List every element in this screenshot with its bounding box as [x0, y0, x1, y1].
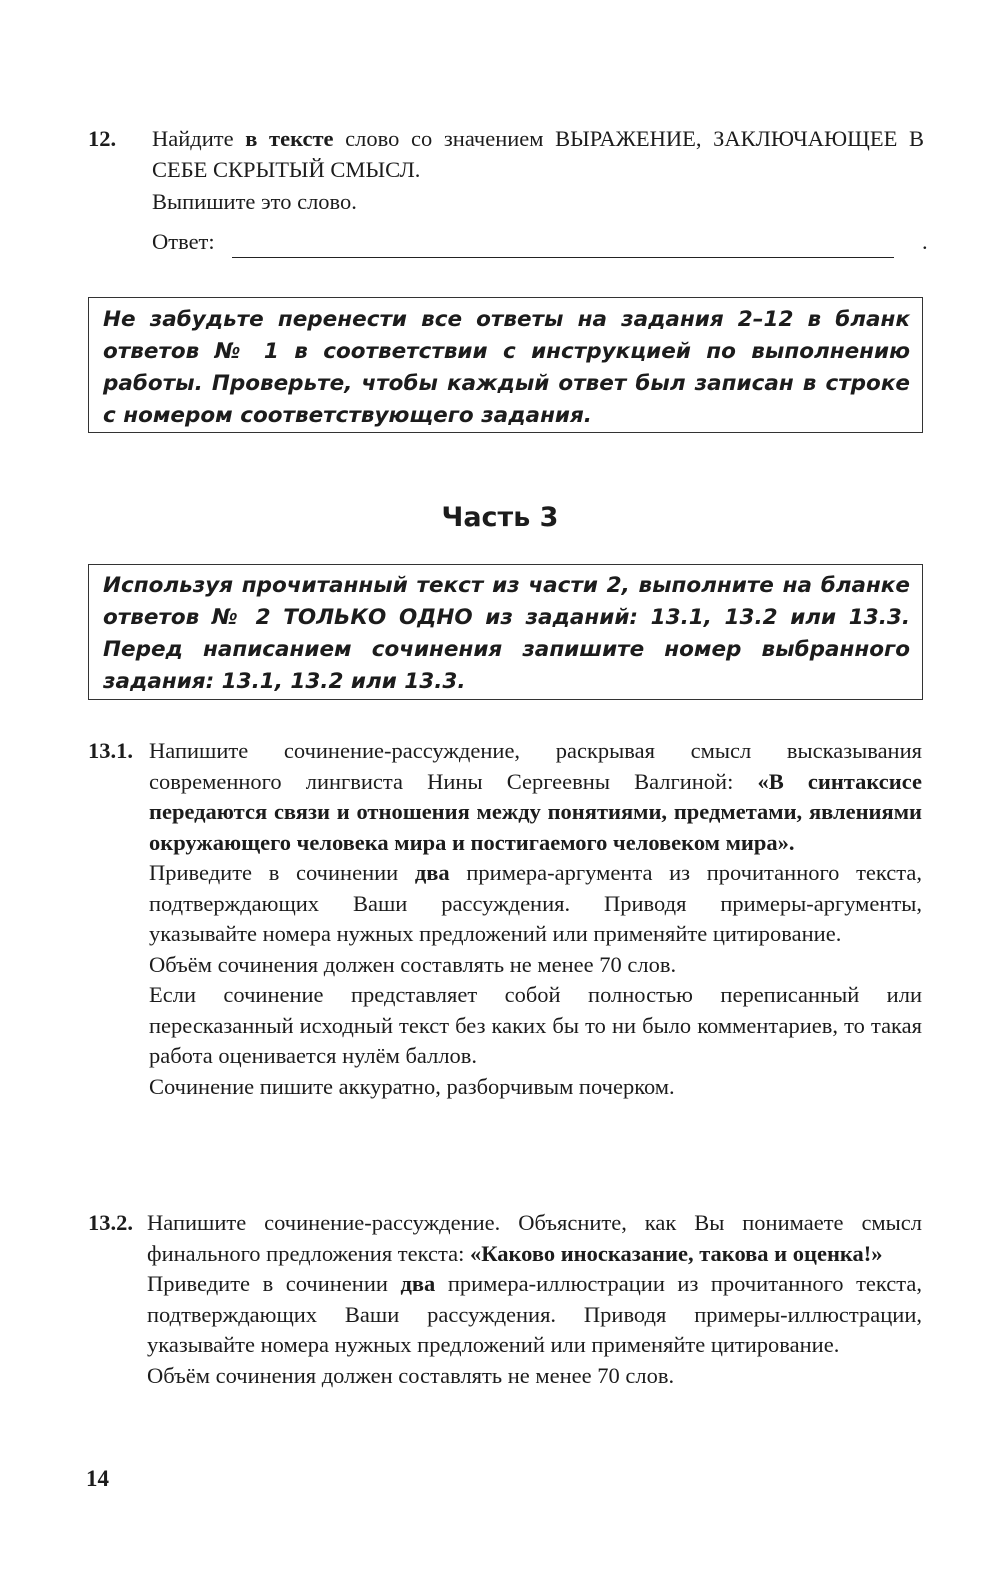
task-13-2-quote: «Каково иносказание, такова и оценка!»	[469, 1240, 883, 1266]
task-13-1-neatness: Сочинение пишите аккуратно, разборчивым почерком.	[149, 1073, 675, 1099]
answer-line[interactable]	[232, 257, 894, 258]
task-12	[88, 124, 924, 224]
task-13-2-args-a: Приведите в сочинении	[147, 1271, 401, 1296]
answer-end-mark: .	[922, 229, 928, 254]
task-12-number: 12.	[88, 126, 117, 151]
task-13-2-args-c: примера-иллюстрации из прочитанного текста, подтверждающих Ваши рассуждения. Приводя примеры-иллюстрации, указывайте номера нужных предложений или применяйте цитирование.	[147, 1271, 922, 1357]
task-13-1-arguments	[149, 858, 922, 950]
task-12-question	[152, 124, 924, 185]
reminder-box	[88, 297, 923, 433]
task-13-2-intro: Напишите сочинение-рассуждение. Объясните, как Вы понимаете смысл финального предложения текста:	[147, 1210, 922, 1266]
task-13-1-args-a: Приведите в сочинении	[149, 860, 415, 885]
part-3-heading: Часть 3	[441, 502, 559, 533]
part-3-instruction: Используя прочитанный текст из части 2, выполните на бланке ответов № 2 ТОЛЬКО ОДНО из заданий: 13.1, 13.2 или 13.3. Перед написанием сочинения запишите номер выбранного задания: 13.1, 13.2 или 13.3.	[103, 573, 910, 694]
reminder-text: Не забудьте перенести все ответы на задания 2–12 в бланк ответов № 1 в соответствии с инструкцией по выполнению работы. Проверьте, чтобы каждый ответ был записан в строке с номером соответствующего задания.	[103, 307, 910, 428]
task-12-instruction: Выпишите это слово.	[152, 189, 357, 214]
task-13-1-rule: Если сочинение представляет собой полностью переписанный или пересказанный исходный текст без каких бы то ни было комментариев, то такая работа оценивается нулём баллов.	[149, 982, 922, 1068]
answer-label: Ответ:	[152, 229, 215, 254]
task-12-body	[152, 124, 924, 218]
task-13-1-intro: Напишите сочинение-рассуждение, раскрывая смысл высказывания современного лингвиста Нины Сергеевны Валгиной:	[149, 738, 922, 794]
task-13-1	[88, 736, 924, 1166]
task-13-1-body	[149, 736, 922, 1102]
task-13-2-statement	[147, 1208, 922, 1269]
task-13-2-arguments	[147, 1269, 922, 1361]
task-13-2-args-bold: два	[400, 1271, 436, 1296]
task-13-2-number: 13.2.	[88, 1210, 133, 1235]
task-13-2-volume: Объём сочинения должен составлять не менее 70 слов.	[147, 1362, 675, 1388]
page-number: 14	[86, 1466, 109, 1491]
task-13-2-body	[147, 1208, 922, 1391]
task-13-1-args-bold: два	[414, 860, 450, 885]
task-13-1-statement	[149, 736, 922, 858]
task-12-text-bold: в тексте	[245, 126, 334, 151]
task-13-1-number: 13.1.	[88, 738, 133, 763]
task-12-text-a: Найдите	[152, 126, 246, 151]
task-13-1-quote: «В синтаксисе передаются связи и отношения между понятиями, предметами, явлениями окружающего человека мира и постигаемого человеком мира».	[149, 768, 922, 855]
task-12-answer-row	[152, 229, 932, 259]
task-13-2	[88, 1208, 924, 1448]
task-13-1-args-c: примера-аргумента из прочитанного текста, подтверждающих Ваши рассуждения. Приводя примеры-аргументы, указывайте номера нужных предложений или применяйте цитирование.	[149, 860, 922, 946]
task-12-text-c: слово со значением ВЫРАЖЕНИЕ, ЗАКЛЮЧАЮЩЕЕ В СЕБЕ СКРЫТЫЙ СМЫСЛ.	[152, 126, 925, 182]
task-13-1-volume: Объём сочинения должен составлять не менее 70 слов.	[149, 951, 677, 977]
part-3-instruction-box	[88, 564, 923, 700]
